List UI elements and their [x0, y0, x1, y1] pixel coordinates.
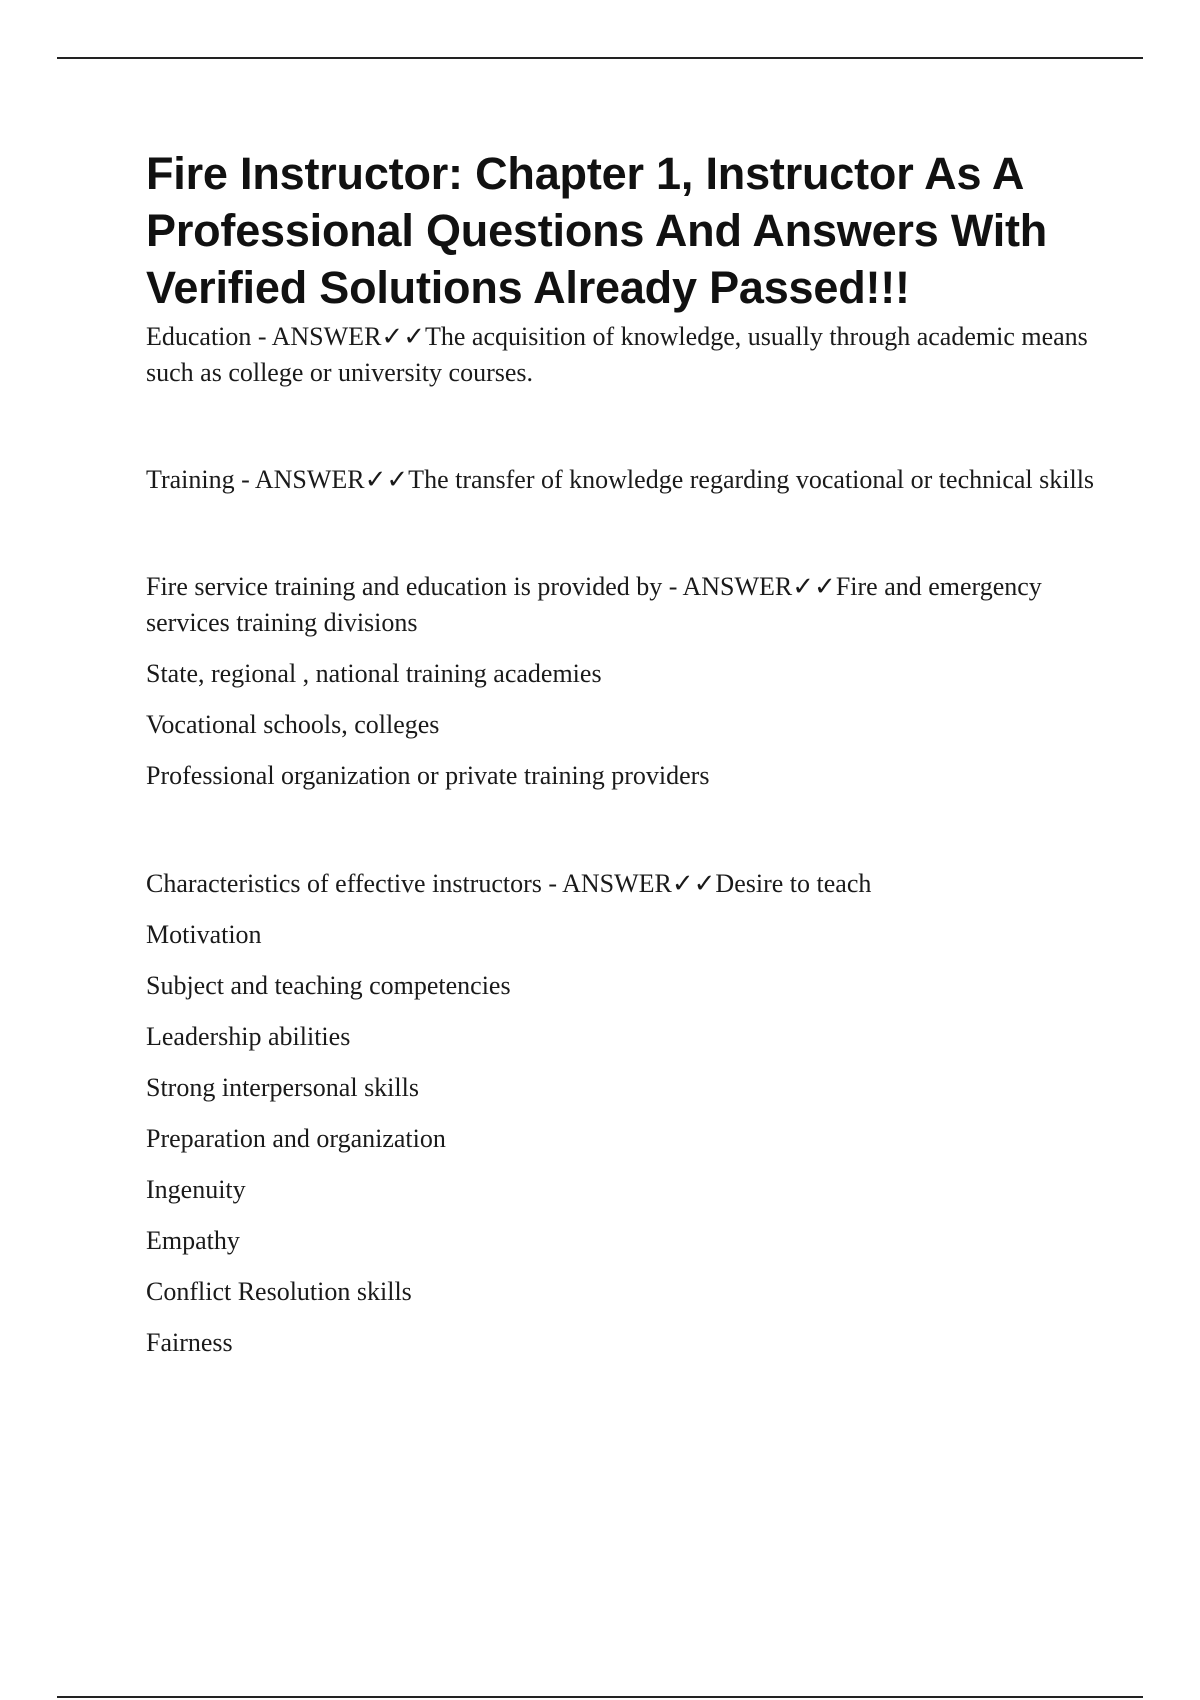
qa-training-providers: Fire service training and education is provided by - ANSWER✓✓Fire and emergency services training divisions [146, 572, 1042, 637]
list-item: Strong interpersonal skills [146, 1073, 419, 1102]
qa-education: Education - ANSWER✓✓The acquisition of knowledge, usually through academic means such as college or university courses. [146, 322, 1088, 387]
list-item: Vocational schools, colleges [146, 710, 440, 739]
list-item: State, regional , national training academies [146, 659, 602, 688]
list-item: Fairness [146, 1328, 233, 1357]
list-item: Conflict Resolution skills [146, 1277, 412, 1306]
list-item: Subject and teaching competencies [146, 971, 511, 1000]
list-item: Ingenuity [146, 1175, 246, 1204]
qa-instructor-characteristics: Characteristics of effective instructors - ANSWER✓✓Desire to teach [146, 869, 872, 898]
qa-training: Training - ANSWER✓✓The transfer of knowledge regarding vocational or technical skills [146, 465, 1095, 494]
footer-rule [57, 1696, 1143, 1698]
header-rule [57, 57, 1143, 59]
document-body [146, 145, 1106, 1361]
list-item: Leadership abilities [146, 1022, 351, 1051]
list-item: Professional organization or private training providers [146, 761, 710, 790]
list-item: Motivation [146, 920, 262, 949]
document-title: Fire Instructor: Chapter 1, Instructor As A Professional Questions And Answers With Verified Solutions Already Passed!!! [146, 148, 1048, 313]
list-item: Preparation and organization [146, 1124, 446, 1153]
list-item: Empathy [146, 1226, 240, 1255]
